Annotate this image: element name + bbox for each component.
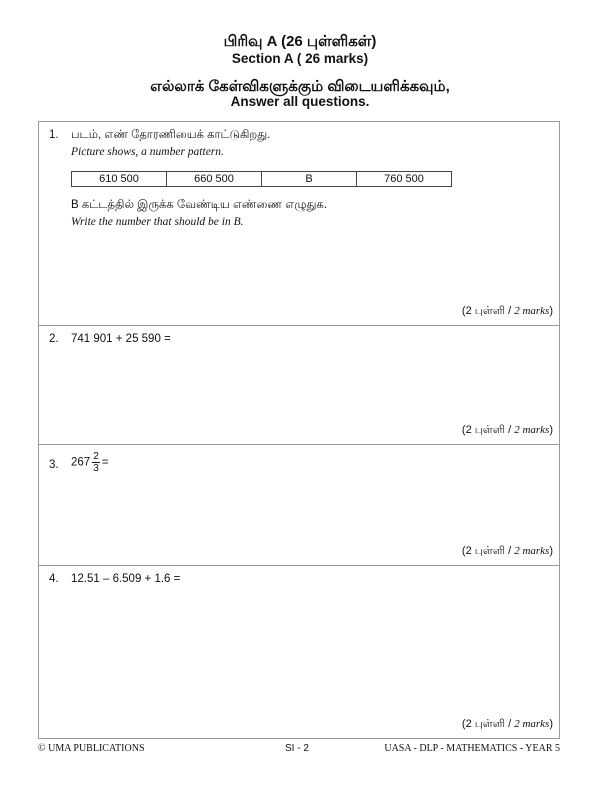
equals-sign: = — [101, 456, 109, 469]
question-3-box — [38, 444, 560, 566]
marks-label: (2 புள்ளி / 2 marks) — [461, 305, 553, 317]
question-4-box — [38, 565, 560, 739]
question-2-box — [38, 325, 560, 445]
question-subtext-tamil: B கட்டத்தில் இருக்க வேண்டிய எண்ணை எழுதுக. — [71, 199, 328, 211]
question-mixed-fraction — [71, 451, 108, 474]
pattern-cell: 760 500 — [357, 172, 452, 187]
footer-series: UASA - DLP - MATHEMATICS - YEAR 5 — [384, 743, 560, 754]
pattern-cell: 610 500 — [72, 172, 167, 187]
question-text-english: Picture shows, a number pattern. — [71, 146, 224, 158]
section-title-english: Section A ( 26 marks) — [231, 51, 369, 66]
footer-page-number: SI - 2 — [285, 743, 309, 754]
fraction-denominator: 3 — [93, 463, 99, 474]
fraction-whole: 267 — [71, 456, 91, 469]
fraction-numerator: 2 — [93, 451, 99, 462]
instruction-english: Answer all questions. — [230, 94, 370, 109]
question-number: 3. — [49, 459, 59, 471]
question-expression: 741 901 + 25 590 = — [71, 333, 171, 345]
question-1-box — [38, 121, 560, 326]
question-number: 4. — [49, 573, 59, 585]
section-title-tamil: பிரிவு A (26 புள்ளிகள்) — [223, 33, 377, 50]
fraction — [92, 451, 100, 474]
pattern-cell: B — [262, 172, 357, 187]
question-number: 1. — [49, 129, 59, 141]
question-expression: 12.51 – 6.509 + 1.6 = — [71, 573, 181, 585]
marks-label: (2 புள்ளி / 2 marks) — [461, 424, 553, 436]
footer-publisher: © UMA PUBLICATIONS — [38, 743, 145, 754]
number-pattern-table — [71, 171, 452, 187]
question-subtext-english: Write the number that should be in B. — [71, 216, 244, 228]
question-text-tamil: படம், எண் தோரணியைக் காட்டுகிறது. — [71, 129, 271, 141]
pattern-cell: 660 500 — [167, 172, 262, 187]
marks-label: (2 புள்ளி / 2 marks) — [461, 545, 553, 557]
instruction-tamil: எல்லாக் கேள்விகளுக்கும் விடையளிக்கவும், — [150, 78, 450, 95]
marks-label: (2 புள்ளி / 2 marks) — [461, 718, 553, 730]
question-number: 2. — [49, 333, 59, 345]
